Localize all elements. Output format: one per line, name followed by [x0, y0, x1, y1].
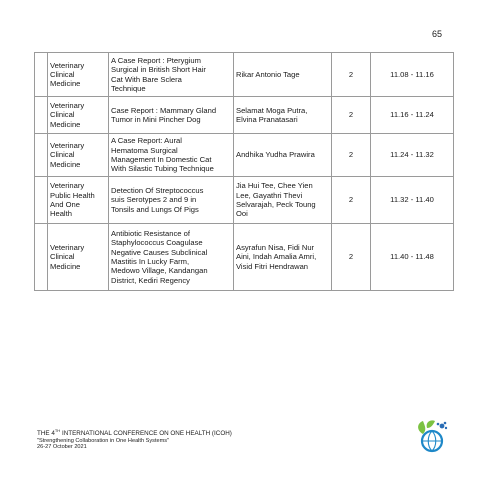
schedule-table [34, 52, 454, 291]
logo-paw-toe-icon [437, 423, 440, 426]
logo-paw-toe-icon-3 [445, 427, 447, 429]
authors-cell: Asyrafun Nisa, Fidi Nur Aini, Indah Amalia Amri, Visid Fitri Hendrawan [234, 224, 332, 291]
table-row [35, 53, 454, 97]
conference-ordinal: TH [54, 428, 61, 433]
one-health-logo-icon [412, 418, 448, 454]
number-cell: 2 [332, 177, 371, 224]
row-spacer-cell [35, 134, 48, 177]
title-cell: Case Report : Mammary Gland Tumor in Mini Pincher Dog [109, 97, 234, 134]
field-cell: Veterinary Public Health And One Health [48, 177, 109, 224]
time-cell: 11.40 - 11.48 [371, 224, 454, 291]
time-cell: 11.32 - 11.40 [371, 177, 454, 224]
time-cell: 11.16 - 11.24 [371, 97, 454, 134]
number-cell: 2 [332, 134, 371, 177]
number-cell: 2 [332, 224, 371, 291]
table-row [35, 177, 454, 224]
authors-cell: Andhika Yudha Prawira [234, 134, 332, 177]
authors-cell: Rikar Antonio Tage [234, 53, 332, 97]
conference-name-suffix: INTERNATIONAL CONFERENCE ON ONE HEALTH (ICOH) [60, 430, 232, 438]
conference-footer [37, 428, 232, 451]
conference-theme: "Strengthening Collaboration in One Health Systems" [37, 437, 170, 444]
time-cell: 11.08 - 11.16 [371, 53, 454, 97]
table-row [35, 134, 454, 177]
row-spacer-cell [35, 177, 48, 224]
title-cell: Detection Of Streptococcus suis Serotypes 2 and 9 in Tonsils and Lungs Of Pigs [109, 177, 234, 224]
conference-name [37, 428, 232, 438]
time-cell: 11.24 - 11.32 [371, 134, 454, 177]
field-cell: Veterinary Clinical Medicine [48, 224, 109, 291]
logo-leaf-icon-2 [427, 420, 435, 428]
authors-cell: Jia Hui Tee, Chee Yien Lee, Gayathri Thevi Selvarajah, Peck Toung Ooi [234, 177, 332, 224]
authors-cell: Selamat Moga Putra, Elvina Pranatasari [234, 97, 332, 134]
logo-leaf-icon [418, 421, 425, 434]
field-cell: Veterinary Clinical Medicine [48, 134, 109, 177]
page-number: 65 [432, 29, 443, 39]
title-cell: Antibiotic Resistance of Staphylococcus Coagulase Negative Causes Subclinical Mastitis In Lucky Farm, Medowo Village, Kandangan District, Kediri Regency [109, 224, 234, 291]
title-cell: A Case Report : Pterygium Surgical in British Short Hair Cat With Bare Sclera Technique [109, 53, 234, 97]
number-cell: 2 [332, 53, 371, 97]
conference-date: 26-27 October 2021 [37, 444, 87, 451]
conference-name-prefix: THE 4 [37, 430, 55, 438]
number-cell: 2 [332, 97, 371, 134]
logo-paw-icon [440, 424, 445, 429]
table-row [35, 97, 454, 134]
row-spacer-cell [35, 53, 48, 97]
row-spacer-cell [35, 97, 48, 134]
field-cell: Veterinary Clinical Medicine [48, 53, 109, 97]
table-row [35, 224, 454, 291]
title-cell: A Case Report: Aural Hematoma Surgical Management In Domestic Cat With Silastic Tubing Technique [109, 134, 234, 177]
row-spacer-cell [35, 224, 48, 291]
logo-paw-toe-icon-2 [444, 422, 447, 425]
field-cell: Veterinary Clinical Medicine [48, 97, 109, 134]
